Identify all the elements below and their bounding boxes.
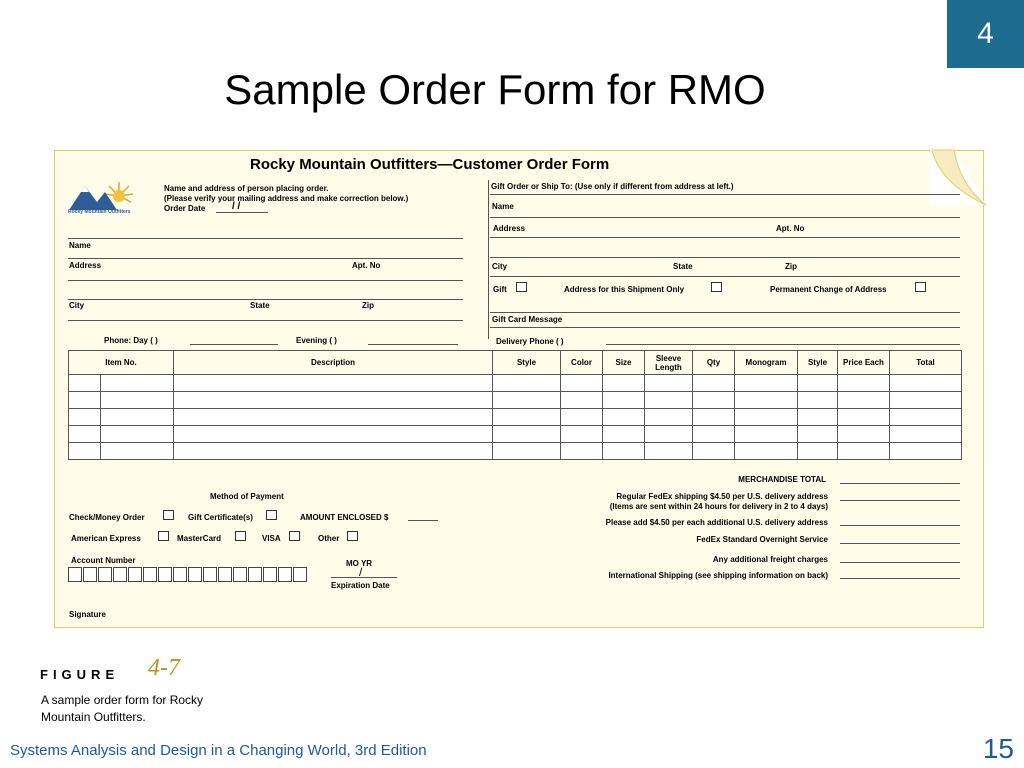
col-total: Total [890,351,962,375]
delivery-phone-field[interactable] [606,344,960,345]
account-digit-box[interactable] [203,567,217,582]
table-cell[interactable] [735,375,798,392]
customer-address-field[interactable] [68,280,463,281]
table-cell[interactable] [693,409,735,426]
merch-total-field[interactable] [840,483,960,484]
order-date-field[interactable]: / / [232,201,241,212]
table-cell[interactable] [645,409,693,426]
mastercard-label: MasterCard [177,534,222,543]
account-digit-box[interactable] [83,567,97,582]
table-cell[interactable] [174,426,493,443]
table-cell[interactable] [101,409,174,426]
table-cell[interactable] [69,375,101,392]
amount-enclosed-field[interactable] [408,520,438,521]
gift-checkbox[interactable] [516,282,527,292]
signature-label: Signature [69,610,106,619]
check-label: Check/Money Order [69,513,145,522]
table-cell[interactable] [838,426,890,443]
fedex-shipping-field[interactable] [840,500,960,501]
fedex-shipping-note: (Items are sent within 24 hours for delivery in 2 to 4 days) [609,502,828,511]
visa-checkbox[interactable] [289,531,300,541]
gift-header: Gift Order or Ship To: (Use only if different from address at left.) [491,182,734,191]
payment-title: Method of Payment [210,492,284,501]
page-curl-icon [930,149,986,205]
amex-label: American Express [71,534,141,543]
delivery-phone-label: Delivery Phone ( ) [496,337,564,346]
table-cell[interactable] [890,375,962,392]
table-cell[interactable] [693,443,735,460]
figure-caption: A sample order form for Rocky Mountain Outfitters. [41,693,204,724]
other-label: Other [318,534,340,543]
customer-city-field[interactable] [68,320,463,321]
table-cell[interactable] [493,409,561,426]
table-cell[interactable] [69,392,101,409]
table-cell[interactable] [890,443,962,460]
order-date-label: Order Date [164,204,206,213]
table-cell[interactable] [69,409,101,426]
customer-name-label: Name [69,241,91,250]
additional-address-label: Please add $4.50 per each additional U.S. delivery address [605,518,828,527]
col-description: Description [174,351,493,375]
table-cell[interactable] [890,392,962,409]
table-row [69,443,962,460]
customer-address-label: Address [69,261,102,270]
table-row [69,426,962,443]
table-cell[interactable] [645,443,693,460]
table-cell[interactable] [735,409,798,426]
gift-city-label: City [492,262,508,271]
mastercard-checkbox[interactable] [235,531,246,541]
phone-evening-label: Evening ( ) [296,336,337,345]
phone-evening-field[interactable] [368,344,458,345]
account-digit-box[interactable] [188,567,202,582]
gift-state-label: State [673,262,693,271]
expiration-field[interactable] [331,577,397,578]
table-cell[interactable] [561,443,603,460]
shipment-only-label: Address for this Shipment Only [564,285,685,294]
table-cell[interactable] [798,409,838,426]
freight-field[interactable] [840,562,960,563]
table-cell[interactable] [735,443,798,460]
slide-title: Sample Order Form for RMO [224,66,766,113]
table-cell[interactable] [798,443,838,460]
visa-label: VISA [262,534,281,543]
table-cell[interactable] [603,392,645,409]
order-items-table [68,350,962,460]
table-cell[interactable] [174,443,493,460]
table-cell[interactable] [838,409,890,426]
account-digit-box[interactable] [218,567,232,582]
fedex-shipping-label: Regular FedEx shipping $4.50 per U.S. delivery address [616,492,828,501]
table-cell[interactable] [101,443,174,460]
account-digit-box[interactable] [98,567,112,582]
col-size: Size [603,351,645,375]
account-digit-box[interactable] [158,567,172,582]
col-color: Color [561,351,603,375]
table-cell[interactable] [174,409,493,426]
shipment-only-checkbox[interactable] [711,282,722,292]
customer-zip-label: Zip [362,301,374,310]
table-cell[interactable] [493,443,561,460]
table-cell[interactable] [645,426,693,443]
account-digit-box[interactable] [113,567,127,582]
logo-text: Rocky Mountain Outfitters [68,209,131,215]
gift-checkbox-label: Gift [493,285,507,294]
gift-apt-label: Apt. No [776,224,805,233]
overnight-label: FedEx Standard Overnight Service [696,535,828,544]
table-cell[interactable] [174,375,493,392]
permanent-change-checkbox[interactable] [915,282,926,292]
table-cell[interactable] [693,426,735,443]
gift-cert-checkbox[interactable] [266,510,277,520]
gift-address-field[interactable] [490,237,960,238]
gift-address-label: Address [493,224,526,233]
customer-city-label: City [69,301,85,310]
table-header-row [69,351,962,375]
table-cell[interactable] [798,426,838,443]
check-checkbox[interactable] [163,510,174,520]
expiration-label: Expiration Date [331,581,390,590]
table-cell[interactable] [735,426,798,443]
table-cell[interactable] [645,392,693,409]
table-cell[interactable] [603,443,645,460]
gift-name-field[interactable] [490,217,960,218]
table-cell[interactable] [735,392,798,409]
international-field[interactable] [840,578,960,579]
table-cell[interactable] [69,443,101,460]
col-monogram-style: Style [798,351,838,375]
gift-card-field[interactable] [490,327,960,328]
phone-day-label: Phone: Day ( ) [104,336,158,345]
account-digit-box[interactable] [233,567,247,582]
col-monogram: Monogram [735,351,798,375]
table-cell[interactable] [493,375,561,392]
col-item-no: Item No. [69,351,174,375]
table-cell[interactable] [798,392,838,409]
account-digit-box[interactable] [143,567,157,582]
table-row [69,392,962,409]
customer-instructions-note: (Please verify your mailing address and make correction below.) [164,194,409,203]
table-cell[interactable] [174,392,493,409]
table-cell[interactable] [603,409,645,426]
additional-address-field[interactable] [840,525,960,526]
account-digit-box[interactable] [263,567,277,582]
permanent-change-label: Permanent Change of Address [770,285,887,294]
table-cell[interactable] [838,443,890,460]
form-title: Rocky Mountain Outfitters—Customer Order Form [250,156,610,173]
phone-day-field[interactable] [190,344,278,345]
table-cell[interactable] [838,375,890,392]
account-digit-box[interactable] [293,567,307,582]
account-digit-box[interactable] [278,567,292,582]
table-cell[interactable] [493,426,561,443]
table-row [69,375,962,392]
account-digit-box[interactable] [128,567,142,582]
table-cell[interactable] [693,392,735,409]
account-number-field[interactable] [68,567,308,582]
customer-name-field[interactable] [68,258,463,259]
amex-checkbox[interactable] [158,531,169,541]
gift-card-label: Gift Card Message [492,315,563,324]
gift-city-field[interactable] [490,276,960,277]
page-number: 15 [982,733,1014,764]
expiration-slash: / [359,565,363,579]
table-cell[interactable] [798,375,838,392]
table-cell[interactable] [561,392,603,409]
section-divider [488,180,489,339]
customer-state-label: State [250,301,270,310]
gift-cert-label: Gift Certificate(s) [188,513,253,522]
account-digit-box[interactable] [173,567,187,582]
table-cell[interactable] [101,426,174,443]
col-qty: Qty [693,351,735,375]
merch-total-label: MERCHANDISE TOTAL [738,475,826,484]
col-style: Style [493,351,561,375]
amount-enclosed-label: AMOUNT ENCLOSED $ [300,513,389,522]
account-digit-box[interactable] [68,567,82,582]
account-digit-box[interactable] [248,567,262,582]
table-cell[interactable] [603,375,645,392]
table-cell[interactable] [890,409,962,426]
mo-yr-label: MO YR [346,559,373,568]
table-cell[interactable] [493,392,561,409]
account-number-label: Account Number [71,556,136,565]
table-cell[interactable] [101,392,174,409]
table-cell[interactable] [603,426,645,443]
freight-label: Any additional freight charges [712,555,828,564]
customer-apt-label: Apt. No [352,261,381,270]
other-checkbox[interactable] [347,531,358,541]
table-cell[interactable] [561,426,603,443]
table-row [69,409,962,426]
table-cell[interactable] [561,375,603,392]
gift-zip-label: Zip [785,262,797,271]
figure-number: 4-7 [148,655,180,681]
table-cell[interactable] [561,409,603,426]
table-cell[interactable] [890,426,962,443]
table-cell[interactable] [69,426,101,443]
chapter-number-badge: 4 [947,0,1024,68]
gift-name-label: Name [492,202,514,211]
customer-instructions: Name and address of person placing order. [164,184,329,193]
figure-label: FIGURE [40,667,120,682]
table-cell[interactable] [693,375,735,392]
international-label: International Shipping (see shipping information on back) [608,571,828,580]
overnight-field[interactable] [840,543,960,544]
table-cell[interactable] [645,375,693,392]
table-cell[interactable] [838,392,890,409]
col-price-each: Price Each [838,351,890,375]
footer-text: Systems Analysis and Design in a Changing World, 3rd Edition [10,742,427,759]
col-sleeve-length: Sleeve Length [645,351,693,375]
table-cell[interactable] [101,375,174,392]
